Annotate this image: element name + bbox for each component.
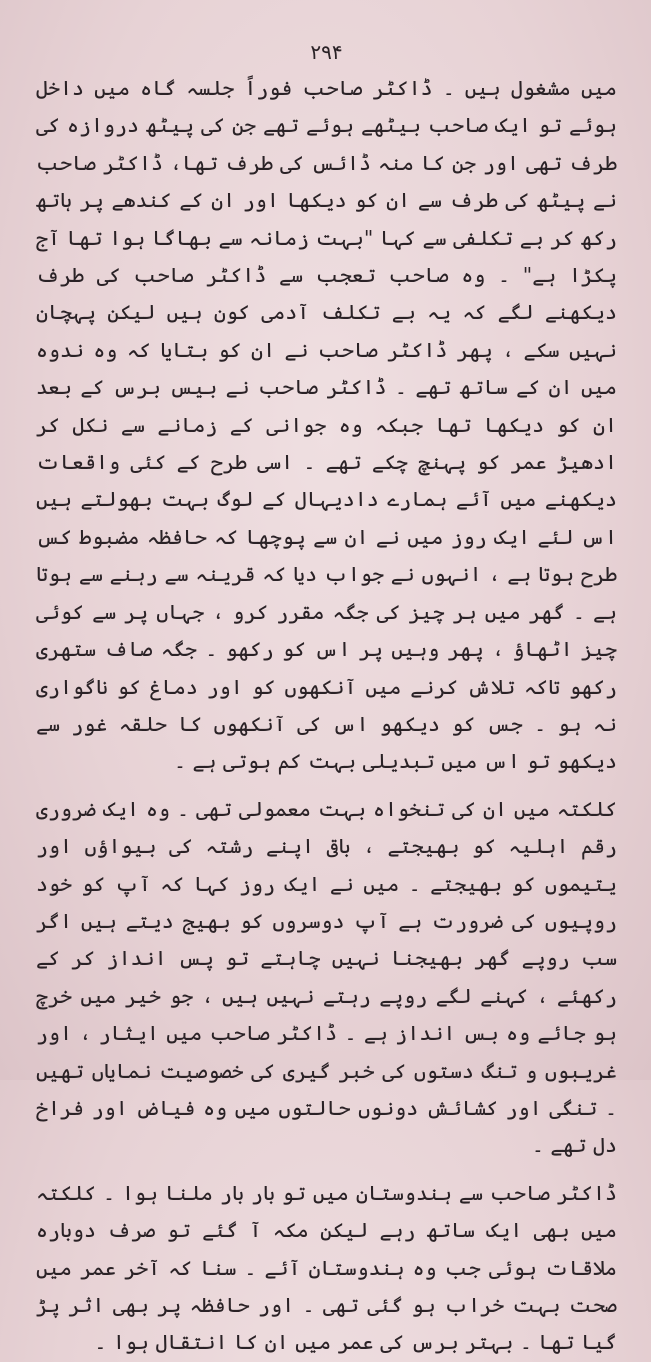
paragraph-1: میں مشغول ہیں ۔ ڈاکٹر صاحب فوراً جلسہ گاہ میں داخل ہوئے تو ایک صاحب بیٹھے ہوئے تھے جن کی پیٹھ دروازہ کی طرف تھی اور جن کا منہ ڈائس کی طرف تھا، ڈاکٹر صاحب نے پیٹھ کی طرف سے ان کو دیکھا اور ان کے کندھے پر ہاتھ رکھ کر بے تکلفی سے کہا "بہت زمانہ سے بھاگا ہوا تھا آج پکڑا ہے" ۔ وہ صاحب تعجب سے ڈاکٹر صاحب کی طرف دیکھنے لگے کہ یہ بے تکلف آدمی کون ہیں لیکن پہچان نہیں سکے ، پھر ڈاکٹر صاحب نے ان کو بتایا کہ وہ ندوہ میں ان کے ساتھ تھے ۔ ڈاکٹر صاحب نے بیس برس کے بعد ان کو دیکھا تھا جبکہ وہ جوانی کے زمانے سے نکل کر ادھیڑ عمر کو پہنچ چکے تھے ۔ اسی طرح کے کئی واقعات دیکھنے میں آئے ہمارے دادیہال کے لوگ بہت بھولتے ہیں اس لئے ایک روز میں نے ان سے پوچھا کہ حافظہ مضبوط کس طرح ہوتا ہے ، انہوں نے جواب دیا کہ قرینہ سے رہنے سے ہوتا ہے ۔ گھر میں ہر چیز کی جگہ مقرر کرو ، جہاں پر سے کوئی چیز اٹھاؤ ، پھر وہیں پر اس کو رکھو ۔ جگہ صاف ستھری رکھو تاکہ تلاش کرنے میں آنکھوں کو اور دماغ کو ناگواری نہ ہو ۔ جس کو دیکھو اس کی آنکھوں کا حلقہ غور سے دیکھو تو اس میں تبدیلی بہت کم ہوتی ہے ۔ [36, 76, 617, 774]
paragraph-3: ڈاکٹر صاحب سے ہندوستان میں تو بار بار ملنا ہوا ۔ کلکتہ میں بھی ایک ساتھ رہے لیکن مکہ آ گئے تو صرف دوبارہ ملاقات ہوئی جب وہ ہندوستان آئے ۔ سنا کہ آخر عمر میں صحت بہت خراب ہو گئی تھی ۔ اور حافظہ پر بھی اثر پڑ گیا تھا ۔ بہتر برس کی عمر میں ان کا انتقال ہوا ۔ [36, 1180, 617, 1355]
paragraph-2: کلکتہ میں ان کی تنخواہ بہت معمولی تھی ۔ وہ ایک ضروری رقم اہلیہ کو بھیجتے ، باقی اپنے رشتہ کی بیواؤں اور یتیموں کو بھیجتے ۔ میں نے ایک روز کہا کہ آپ کو خود روپیوں کی ضرورت ہے آپ دوسروں کو بھیج دیتے ہیں اگر سب روپے گھر بھیجنا نہیں چاہتے تو پس انداز کر کے رکھئے ، کہنے لگے روپے رہتے نہیں ہیں ، جو خیر میں خرچ ہو جائے وہ بس انداز ہے ۔ ڈاکٹر صاحب میں ایثار ، اور غریبوں و تنگ دستوں کی خبر گیری کی خصوصیت نمایاں تھیں ۔ تنگی اور کشائش دونوں حالتوں میں وہ فیاض اور فراخ دل تھے ۔ [36, 796, 617, 1158]
page-number: ۲۹۴ [310, 40, 343, 64]
